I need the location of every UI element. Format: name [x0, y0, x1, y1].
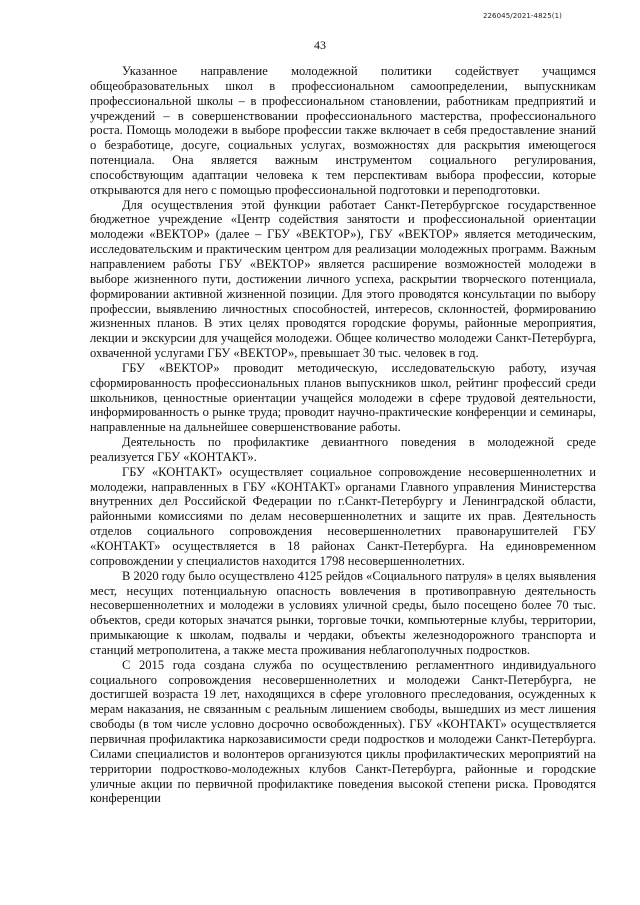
paragraph-individual-support: С 2015 года создана служба по осуществлению регламентного индивидуального социального сопровождения несовершеннолетних и молодежи Санкт-Петербурга, не достигшей возраста 19 лет, находящихся в сфере уголовного преследования, осужденных к мерам наказания, не связанным с реальным лишением свободы, вышедших из мест лишения свободы (в том числе условно досрочно освобожденных). ГБУ «КОНТАКТ» осуществляется первичная профилактика наркозависимости среди подростков и молодежи Санкт-Петербурга. Силами специалистов и волонтеров организуются циклы профилактических мероприятий на территории подростково-молодежных клубов Санкт-Петербурга, районные и городские уличные акции по первичной профилактике поведения высокой степени риска. Проводятся конференции: [90, 657, 596, 806]
paragraph-career-guidance: Указанное направление молодежной политики содействует учащимся общеобразовательных школ в профессиональном самоопределении, выпускникам профессиональной школы – в профессиональном становлении, работникам предприятий и учреждений – в совершенствовании профессионального мастерства, профессионального роста. Помощь молодежи в выборе профессии также включает в себя предоставление знаний о безработице, досуге, социальных услугах, возможностях для раскрытия имеющегося потенциала. Она является важным инструментом социального регулирования, способствующим адаптации человека к тем перспективам выбора профессии, которые открываются для него с помощью профессиональной подготовки и переподготовки.: [90, 64, 596, 197]
paragraph-vektor-intro: Для осуществления этой функции работает Санкт-Петербургское государственное бюджетное учреждение «Центр содействия занятости и профессиональной ориентации молодежи «ВЕКТОР» (далее – ГБУ «ВЕКТОР»), ГБУ «ВЕКТОР» является методическим, исследовательским и практическим центром для реализации молодежных программ. Важным направлением работы ГБУ «ВЕКТОР» является расширение возможностей молодежи в выборе жизненного пути, достижении личного успеха, раскрытии творческого потенциала, формировании активной жизненной позиции. Для этого проводятся консультации по выбору профессии, выявлению личностных способностей, интересов, склонностей, формированию жизненных планов. В этих целях проводятся городские форумы, районные мероприятия, лекции и экскурсии для учащейся молодежи. Общее количество молодежи Санкт-Петербурга, охваченной услугами ГБУ «ВЕКТОР», превышает 30 тыс. человек в год.: [90, 197, 596, 361]
page-number: 43: [314, 38, 326, 52]
document-body: [90, 64, 596, 806]
paragraph-social-patrol: В 2020 году было осуществлено 4125 рейдов «Социального патруля» в целях выявления мест, несущих потенциальную опасность вовлечения в противоправную деятельность несовершеннолетних и молодежи в условиях уличной среды, было посещено более 70 тыс. объектов, среди которых значатся рынки, торговые точки, компьютерные клубы, территории, примыкающие к школам, подвалы и чердаки, объекты железнодорожного транспорта и станций метрополитена, а также места проживания неблагополучных подростков.: [90, 568, 596, 657]
paragraph-vektor-research: ГБУ «ВЕКТОР» проводит методическую, исследовательскую работу, изучая сформированность профессиональных планов выпускников школ, рейтинг профессий среди школьников, ценностные ориентации учащейся молодежи в сфере трудовой деятельности, информированность о рынке труда; проводит научно-практические конференции и семинары, направленные на дальнейшее совершенствование работы.: [90, 360, 596, 435]
paragraph-kontakt-intro: Деятельность по профилактике девиантного поведения в молодежной среде реализуется ГБУ «КОНТАКТ».: [90, 435, 596, 464]
document-code: 226045/2021-4825(1): [482, 12, 562, 20]
paragraph-kontakt-support: ГБУ «КОНТАКТ» осуществляет социальное сопровождение несовершеннолетних и молодежи, направленных в ГБУ «КОНТАКТ» органами Главного управления Министерства внутренних дел Российской Федерации по г.Санкт-Петербургу и Ленинградской области, районными комиссиями по делам несовершеннолетних и защите их прав. Деятельность отделов социального сопровождения несовершеннолетних правонарушителей ГБУ «КОНТАКТ» осуществляется в 18 районах Санкт-Петербурга. На единовременном сопровождении у специалистов находится 1798 несовершеннолетних.: [90, 464, 596, 568]
